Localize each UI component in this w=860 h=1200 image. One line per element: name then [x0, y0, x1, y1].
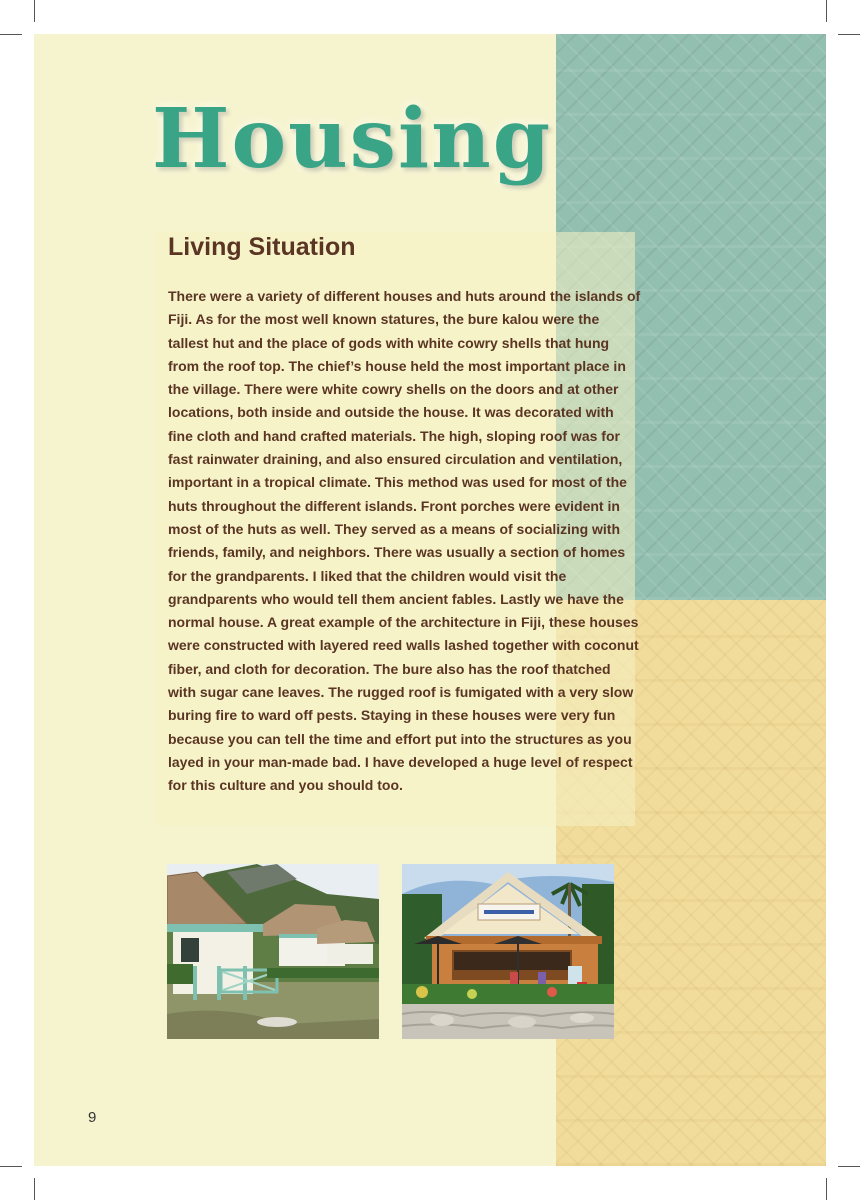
- page-number: 9: [88, 1109, 97, 1126]
- thatched-bure-photo-icon: [167, 864, 379, 1039]
- crop-mark: [34, 1178, 35, 1200]
- page-title: Housing: [152, 91, 553, 187]
- crop-mark: [34, 0, 35, 22]
- crop-mark: [826, 1178, 827, 1200]
- crop-mark: [838, 1166, 860, 1167]
- crop-mark: [0, 34, 22, 35]
- restaurant-bure-photo-icon: [402, 864, 614, 1039]
- crop-mark: [0, 1166, 22, 1167]
- crop-mark: [838, 34, 860, 35]
- crop-mark: [826, 0, 827, 22]
- body-paragraph: There were a variety of different houses and huts around the islands of Fiji. As for the most well known statures, the bure kalou were the tallest hut and the place of gods with white cowry shells that hung from the roof top. The chief’s house held the most important place in the village. There were white cowry shells on the doors and at other locations, both inside and outside the house. It was decorated with fine cloth and hand crafted materials. The high, sloping roof was for fast rainwater draining, and also ensured circulation and ventilation, important in a tropical climate. This method was used for most of the huts throughout the different islands. Front porches were evident in most of the huts as well. They served as a means of socializing with friends, family, and neighbors. There was usually a section of homes for the grandparents. I liked that the children would visit the grandparents who would tell them ancient fables. Lastly we have the normal house. A great example of the architecture in Fiji, these houses were constructed with layered reed walls lashed together with coconut fiber, and cloth for decoration. The bure also has the roof thatched with sugar cane leaves. The rugged roof is fumigated with a very slow buring fire to ward off pests. Staying in these houses were very fun because you can tell the time and effort put into the structures as you layed in your man-made bad. I have developed a huge level of respect for this culture and you should too.: [168, 288, 641, 794]
- document-page: [34, 34, 826, 1166]
- section-heading: Living Situation: [168, 233, 356, 261]
